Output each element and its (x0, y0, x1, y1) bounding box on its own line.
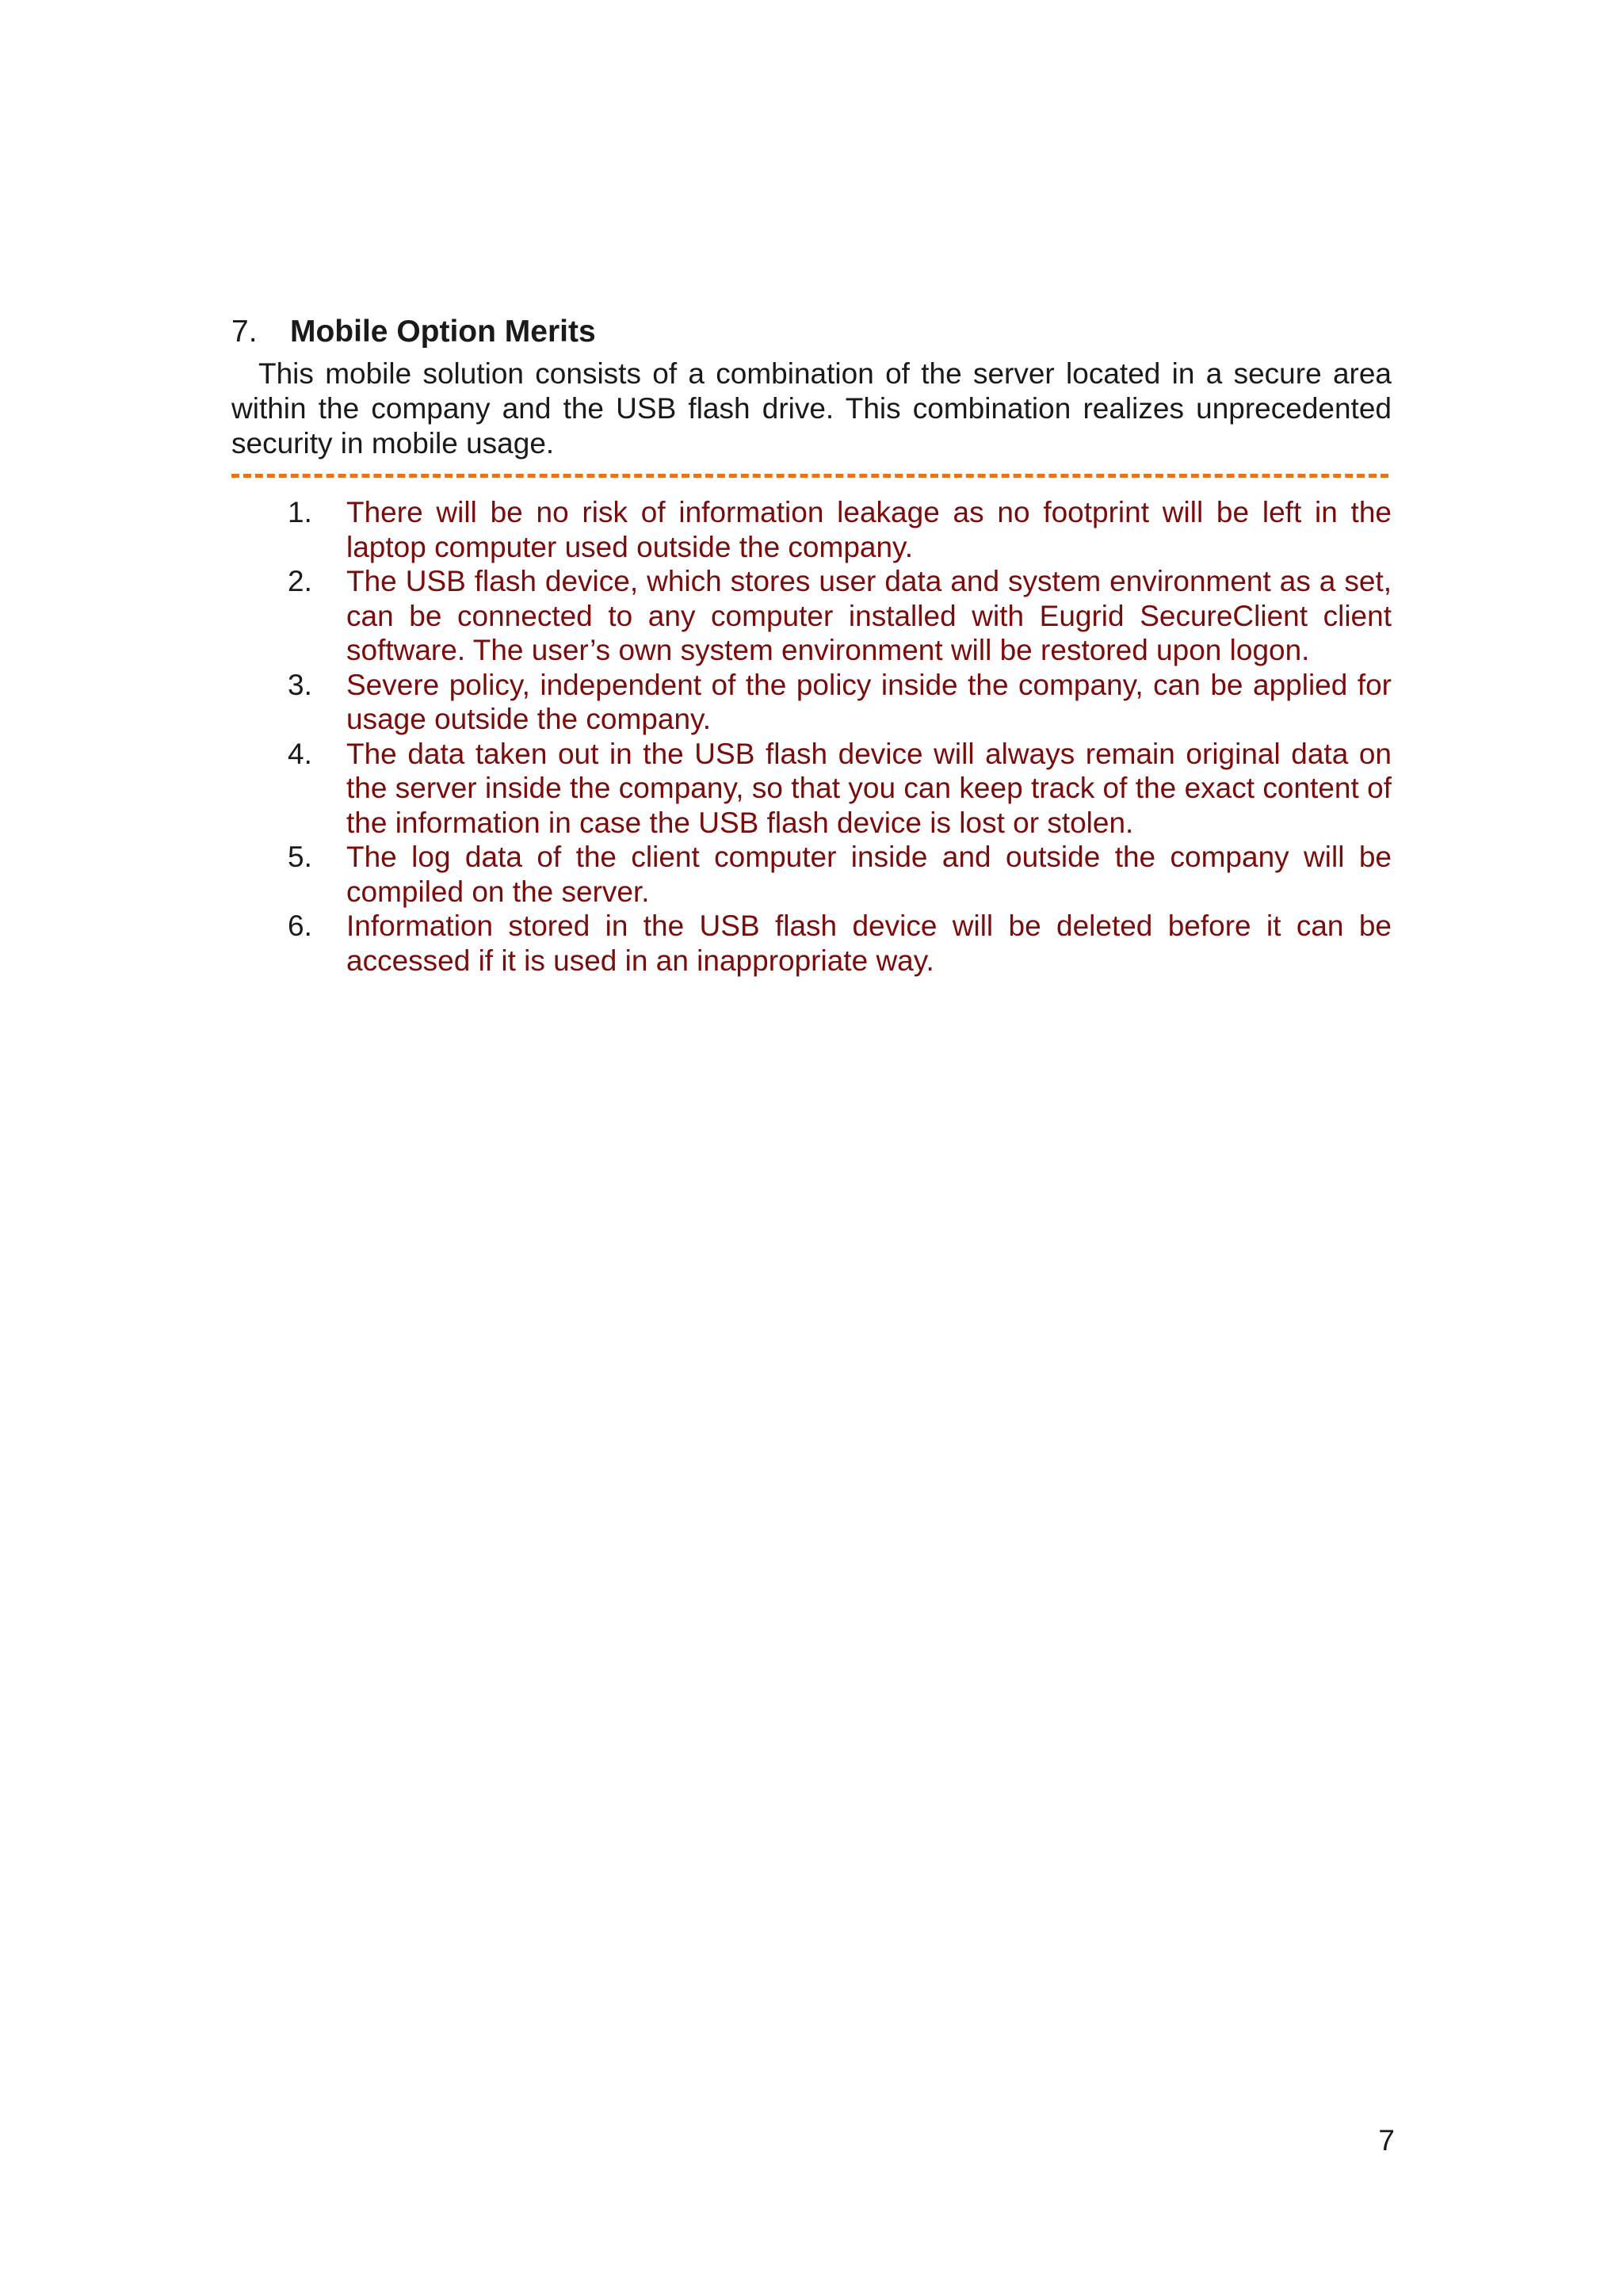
page-number: 7 (1378, 2124, 1395, 2157)
section-number: 7. (231, 315, 258, 349)
list-item-text: Severe policy, independent of the policy inside the company, can be applied for usage outside the company. (346, 668, 1392, 735)
merits-list (231, 495, 1392, 978)
list-item-number: 1. (288, 496, 312, 528)
list-item (231, 668, 1392, 737)
list-item-number: 3. (288, 668, 312, 701)
list-item (231, 909, 1392, 978)
list-item-number: 5. (288, 841, 312, 873)
list-item-number: 6. (288, 910, 312, 942)
list-item (231, 840, 1392, 909)
list-item-number: 4. (288, 737, 312, 770)
dashed-divider (231, 474, 1388, 478)
list-item-number: 2. (288, 565, 312, 597)
list-item-text: The log data of the client computer inside and outside the company will be compiled on the server. (346, 841, 1392, 908)
section-heading (231, 314, 1392, 350)
list-item (231, 737, 1392, 841)
list-item-text: The data taken out in the USB flash device will always remain original data on the server inside the company, so that you can keep track of the exact content of the information in case the USB flash device is lost or stolen. (346, 737, 1392, 839)
list-item-text: There will be no risk of information leakage as no footprint will be left in the laptop computer used outside the company. (346, 496, 1392, 563)
page-content (231, 314, 1392, 978)
list-item-text: Information stored in the USB flash device will be deleted before it can be accessed if it is used in an inappropriate way. (346, 910, 1392, 977)
list-item (231, 564, 1392, 668)
list-item (231, 495, 1392, 564)
intro-paragraph: This mobile solution consists of a combination of the server located in a secure area within the company and the USB flash drive. This combination realizes unprecedented security in mobile usage. (231, 357, 1392, 460)
list-item-text: The USB flash device, which stores user data and system environment as a set, can be connected to any computer installed with Eugrid SecureClient client software. The user’s own system environment will be restored upon logon. (346, 565, 1392, 666)
section-title: Mobile Option Merits (290, 315, 596, 349)
